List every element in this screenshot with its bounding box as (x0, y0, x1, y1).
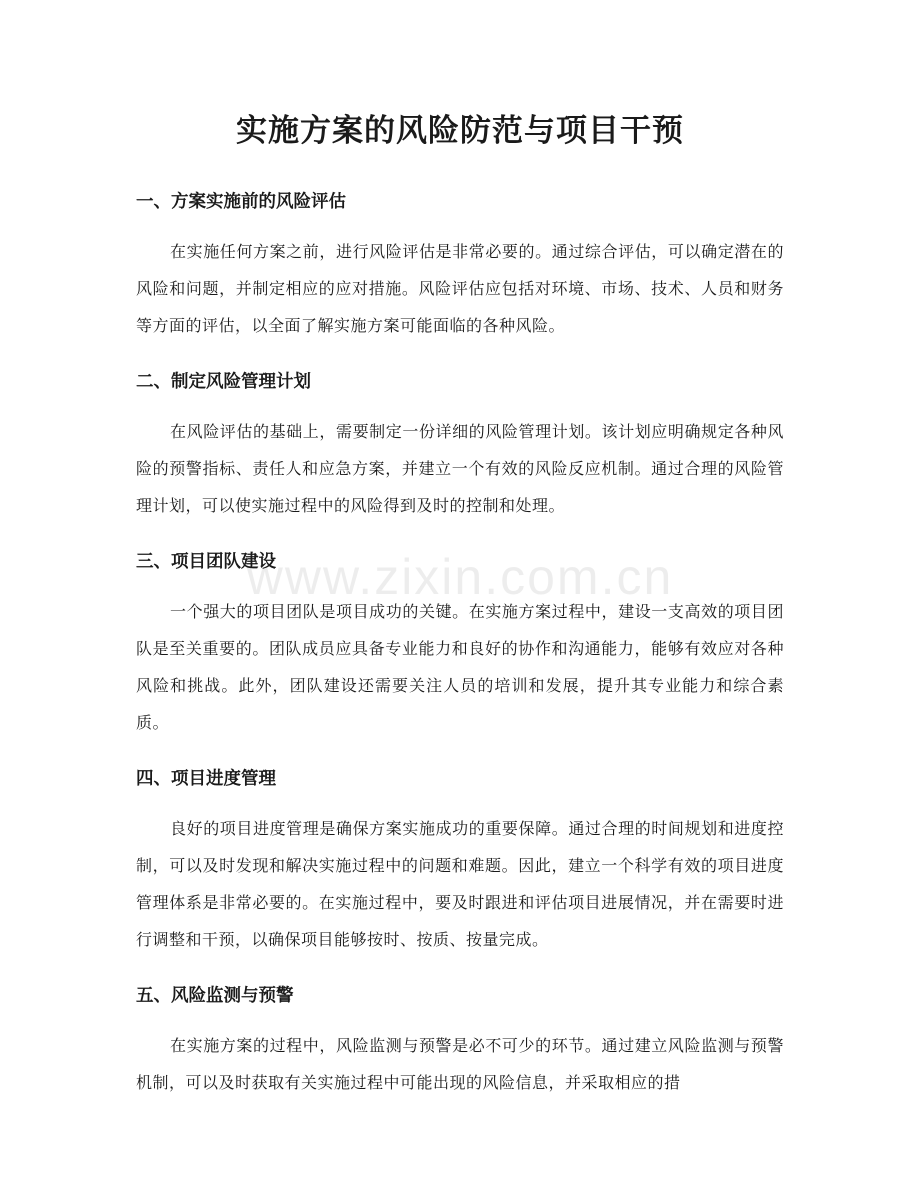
section-heading: 四、项目进度管理 (136, 769, 276, 789)
section-paragraph: 在实施方案的过程中，风险监测与预警是必不可少的环节。通过建立风险监测与预警机制，可以及时获取有关实施过程中可能出现的风险信息，并采取相应的措 (136, 1036, 784, 1092)
section-heading: 二、制定风险管理计划 (136, 372, 311, 392)
page-title: 实施方案的风险防范与项目干预 (236, 113, 684, 149)
section-3 (136, 542, 784, 741)
section-heading: 五、风险监测与预警 (136, 986, 294, 1006)
section-paragraph: 在风险评估的基础上，需要制定一份详细的风险管理计划。该计划应明确规定各种风险的预警指标、责任人和应急方案，并建立一个有效的风险反应机制。通过合理的风险管理计划，可以使实施过程中的风险得到及时的控制和处理。 (136, 422, 784, 515)
watermark: www.zixin.com.cn (246, 549, 674, 605)
section-heading: 一、方案实施前的风险评估 (136, 192, 346, 212)
section-paragraph: 一个强大的项目团队是项目成功的关键。在实施方案过程中，建设一支高效的项目团队是至关重要的。团队成员应具备专业能力和良好的协作和沟通能力，能够有效应对各种风险和挑战。此外，团队建设还需要关注人员的培训和发展，提升其专业能力和综合素质。 (136, 602, 784, 732)
document-body (136, 182, 784, 1119)
section-1 (136, 182, 784, 344)
section-paragraph: 在实施任何方案之前，进行风险评估是非常必要的。通过综合评估，可以确定潜在的风险和问题，并制定相应的应对措施。风险评估应包括对环境、市场、技术、人员和财务等方面的评估，以全面了解实施方案可能面临的各种风险。 (136, 242, 784, 335)
section-4 (136, 759, 784, 958)
section-paragraph: 良好的项目进度管理是确保方案实施成功的重要保障。通过合理的时间规划和进度控制，可以及时发现和解决实施过程中的问题和难题。因此，建立一个科学有效的项目进度管理体系是非常必要的。在实施过程中，要及时跟进和评估项目进展情况，并在需要时进行调整和干预，以确保项目能够按时、按质、按量完成。 (136, 819, 784, 949)
section-heading: 三、项目团队建设 (136, 552, 276, 572)
section-2 (136, 362, 784, 524)
section-5 (136, 976, 784, 1101)
